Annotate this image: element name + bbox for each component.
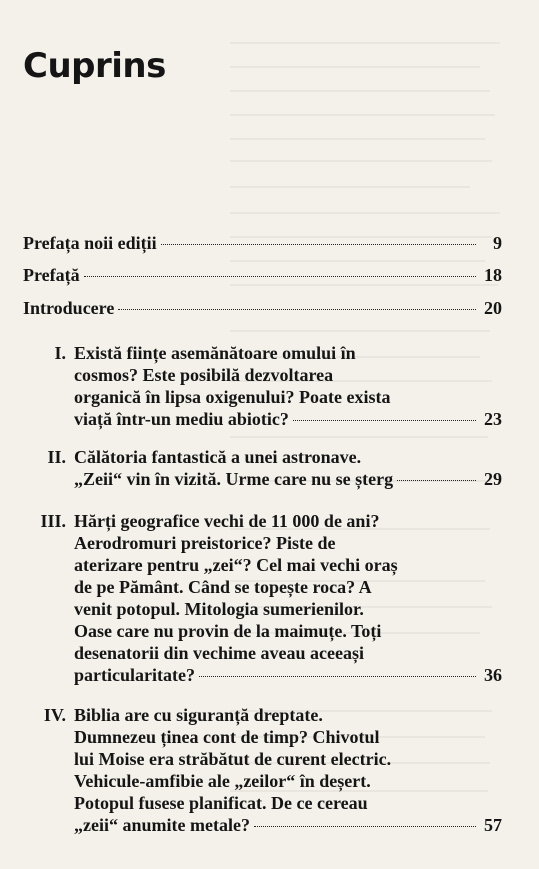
- chapter-line: Dumnezeu ținea cont de timp? Chivotul: [74, 727, 380, 747]
- chapter-number: I.: [54, 343, 66, 363]
- chapter-line: desenatorii din vechime aveau aceeași: [74, 643, 364, 663]
- chapter-line: Oase care nu provin de la maimuțe. Toți: [74, 621, 382, 641]
- dot-leader: [293, 420, 476, 421]
- dot-leader: [118, 309, 476, 310]
- toc-entry-introduction: [23, 297, 502, 319]
- chapter-line: Hărți geografice vechi de 11 000 de ani?: [74, 511, 380, 531]
- toc-entry-preface: [23, 264, 502, 286]
- chapter-number: III.: [40, 511, 66, 531]
- chapter-line: venit potopul. Mitologia sumerienilor.: [74, 599, 364, 619]
- toc-chapter-4: [28, 704, 502, 836]
- chapter-line: Există ființe asemănătoare omului în: [74, 343, 356, 363]
- chapter-number: IV.: [43, 705, 66, 725]
- toc-entry-title: Prefață: [23, 265, 80, 285]
- chapter-line: Potopul fusese planificat. De ce cereau: [74, 793, 368, 813]
- chapter-line: de pe Pământ. Când se topește roca? A: [74, 577, 372, 597]
- dot-leader: [161, 244, 476, 245]
- toc-page-number: 23: [484, 409, 502, 429]
- page-title: Cuprins: [23, 46, 166, 86]
- toc-page-number: 20: [484, 298, 502, 318]
- toc-entry-title: Prefața noii ediții: [23, 233, 157, 253]
- chapter-line: viață într-un mediu abiotic?: [74, 409, 289, 429]
- toc-chapter-1: [28, 342, 502, 430]
- chapter-number: II.: [47, 447, 66, 467]
- chapter-line: aterizare pentru „zei“? Cel mai vechi oraș: [74, 555, 398, 575]
- dot-leader: [199, 676, 476, 677]
- toc-page-number: 57: [484, 815, 502, 835]
- chapter-line: Vehicule-amfibie ale „zeilor“ în deșert.: [74, 771, 371, 791]
- chapter-line: particularitate?: [74, 665, 195, 685]
- chapter-line: Călătoria fantastică a unei astronave.: [74, 447, 362, 467]
- toc-entry-title: Introducere: [23, 298, 115, 318]
- chapter-line: „Zeii“ vin în vizită. Urme care nu se șterg: [74, 469, 394, 489]
- dot-leader: [254, 826, 476, 827]
- toc-page-number: 9: [493, 233, 502, 253]
- toc-page-number: 29: [484, 469, 502, 489]
- toc-page-number: 36: [484, 665, 502, 685]
- chapter-line: organică în lipsa oxigenului? Poate exista: [74, 387, 391, 407]
- chapter-line: lui Moise era străbătut de curent electric.: [74, 749, 392, 769]
- chapter-line: „zeii“ anumite metale?: [74, 815, 250, 835]
- toc-chapter-2: [28, 446, 502, 490]
- chapter-line: Biblia are cu siguranță dreptate.: [74, 705, 323, 725]
- chapter-line: cosmos? Este posibilă dezvoltarea: [74, 365, 334, 385]
- toc-chapter-3: [28, 510, 502, 686]
- toc-entry-preface-new-edition: [23, 232, 502, 254]
- chapter-line: Aerodromuri preistorice? Piste de: [74, 533, 336, 553]
- dot-leader: [397, 480, 476, 481]
- toc-page-number: 18: [484, 265, 502, 285]
- dot-leader: [84, 276, 476, 277]
